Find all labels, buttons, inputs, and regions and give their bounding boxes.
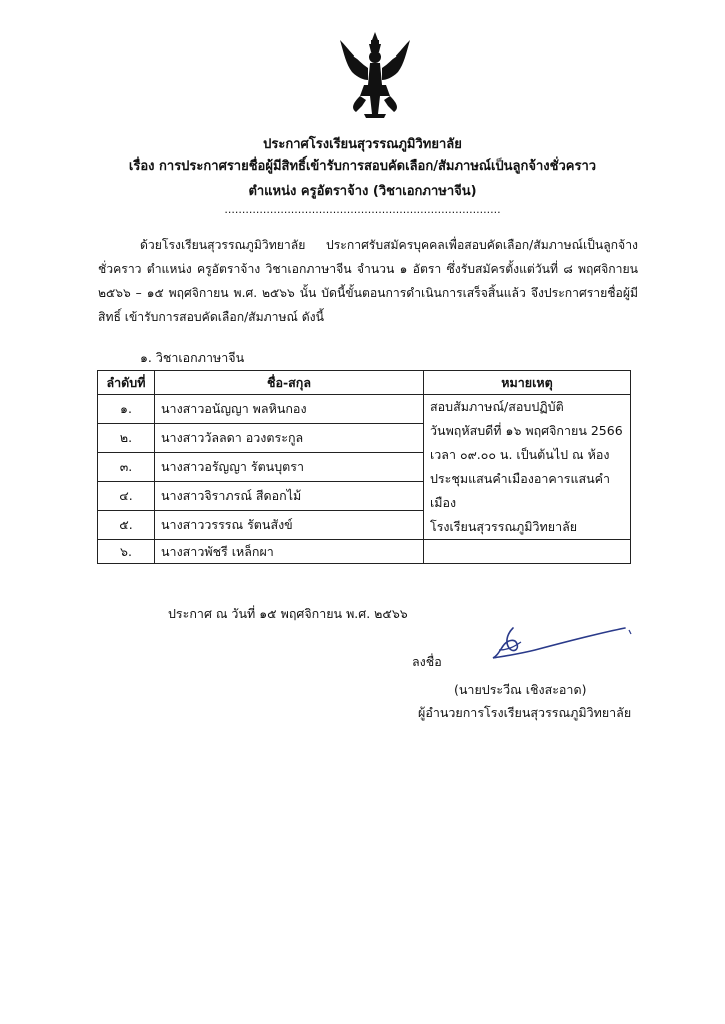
remark-line: วันพฤหัสบดีที่ ๑๖ พฤศจิกายน 2566 <box>430 423 623 438</box>
signature-icon <box>485 620 635 664</box>
remark-cell <box>424 395 631 540</box>
dotted-separator: ............................................................................... <box>224 203 501 216</box>
row-name: นางสาวพัชรี เหล็กผา <box>155 540 424 564</box>
row-name: นางสาววัลลดา อวงตระกูล <box>155 424 424 453</box>
announcement-subject-line: เรื่อง การประกาศรายชื่อผู้มีสิทธิ์เข้ารับการสอบคัดเลือก/สัมภาษณ์เป็นลูกจ้างชั่วคราว <box>128 159 597 174</box>
row-name: นางสาวจิราภรณ์ สีดอกไม้ <box>155 482 424 511</box>
remark-line: โรงเรียนสุวรรณภูมิวิทยาลัย <box>430 519 578 534</box>
signer-position: ผู้อำนวยการโรงเรียนสุวรรณภูมิวิทยาลัย <box>418 705 632 720</box>
row-number: ๒. <box>98 424 155 453</box>
announcement-date: ประกาศ ณ วันที่ ๑๕ พฤศจิกายน พ.ศ. ๒๕๖๖ <box>168 606 408 621</box>
row-name: นางสาววรรรณ รัตนสังข์ <box>155 511 424 540</box>
header-order: ลำดับที่ <box>98 371 155 395</box>
candidate-table <box>97 370 631 564</box>
table-header-row <box>98 371 631 395</box>
body-paragraph <box>98 233 638 329</box>
remark-line: ประชุมแสนคำเมืองอาคารแสนคำเมือง <box>430 471 611 510</box>
signer-name: (นายประวีณ เชิงสะอาด) <box>454 682 587 697</box>
body-paragraph-text: ด้วยโรงเรียนสุวรรณภูมิวิทยาลัย ประกาศรับสมัครบุคคลเพื่อสอบคัดเลือก/สัมภาษณ์เป็นลูกจ้างชั่วคราว ตำแหน่ง ครูอัตราจ้าง วิชาเอกภาษาจีน จำนวน ๑ อัตรา ซึ่งรับสมัครตั้งแต่วันที่ ๘ พฤศจิกายน ๒๕๖๖ – ๑๕ พฤศจิกายน พ.ศ. ๒๕๖๖ นั้น บัดนี้ขั้นตอนการดำเนินการเสร็จสิ้นแล้ว จึงประกาศรายชื่อผู้มีสิทธิ์ เข้ารับการสอบคัดเลือก/สัมภาษณ์ ดังนี้ <box>98 238 638 324</box>
row-name: นางสาวอนัญญา พลหินกอง <box>155 395 424 424</box>
row-number: ๓. <box>98 453 155 482</box>
remark-line: สอบสัมภาษณ์/สอบปฏิบัติ <box>430 399 564 414</box>
subject-heading: ๑. วิชาเอกภาษาจีน <box>140 350 245 365</box>
remark-line: เวลา ๐๙.๐๐ น. เป็นต้นไป ณ ห้อง <box>430 447 610 462</box>
header-remark: หมายเหตุ <box>424 371 631 395</box>
garuda-emblem-icon <box>334 30 416 118</box>
row-number: ๔. <box>98 482 155 511</box>
table-row <box>98 395 631 424</box>
row-number: ๑. <box>98 395 155 424</box>
header-name: ชื่อ-สกุล <box>155 371 424 395</box>
announcement-title: ประกาศโรงเรียนสุวรรณภูมิวิทยาลัย <box>263 137 462 152</box>
empty-remark-cell <box>424 540 631 564</box>
position-line: ตำแหน่ง ครูอัตราจ้าง (วิชาเอกภาษาจีน) <box>248 184 477 199</box>
table-row <box>98 540 631 564</box>
sign-label: ลงชื่อ <box>412 654 442 669</box>
row-name: นางสาวอรัญญา รัตนบุตรา <box>155 453 424 482</box>
row-number: ๖. <box>98 540 155 564</box>
row-number: ๕. <box>98 511 155 540</box>
